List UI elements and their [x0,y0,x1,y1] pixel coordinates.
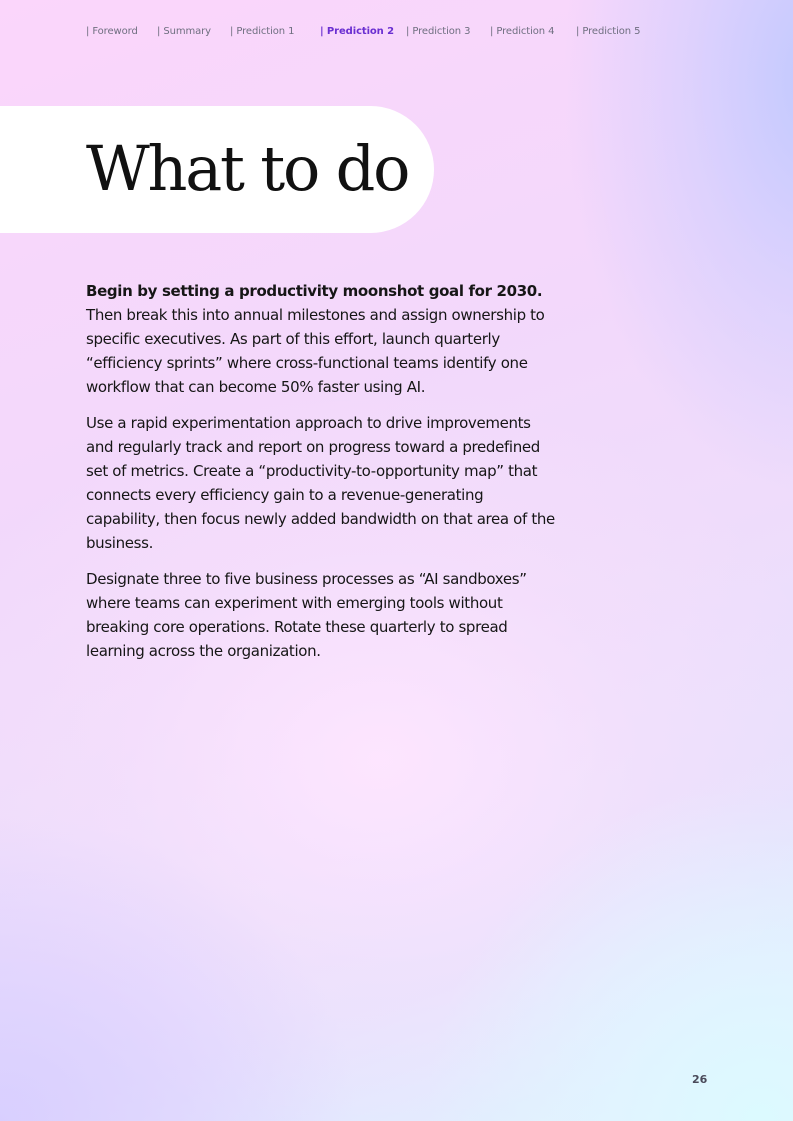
paragraph-1 [86,279,561,399]
nav-item-prediction-3[interactable]: | Prediction 3 [406,26,471,37]
body-content [86,279,561,675]
lead-sentence: Begin by setting a productivity moonshot goal for 2030. [86,282,543,300]
paragraph-3: Designate three to five business processes as “AI sandboxes” where teams can experiment with emerging tools without breaking core operations. Rotate these quarterly to spread learning across the organization. [86,570,527,660]
paragraph-1-text: Then break this into annual milestones and assign ownership to specific executives. As part of this effort, launch quarterly “efficiency sprints” where cross-functional teams identify one workflow that can become 50% faster using AI. [86,306,545,396]
page-number: 26 [692,1073,708,1086]
nav-item-prediction-2[interactable]: | Prediction 2 [320,26,394,37]
nav-item-prediction-4[interactable]: | Prediction 4 [490,26,555,37]
nav-item-foreword[interactable]: | Foreword [86,26,138,37]
nav-item-prediction-5[interactable]: | Prediction 5 [576,26,641,37]
paragraph-2: Use a rapid experimentation approach to drive improvements and regularly track and report on progress toward a predefined set of metrics. Create a “productivity-to-opportunity map” that connects every efficiency gain to a revenue-generating capability, then focus newly added bandwidth on that area of the business. [86,414,555,552]
nav-item-prediction-1[interactable]: | Prediction 1 [230,26,295,37]
section-nav [86,26,726,40]
page-title: What to do [86,132,409,205]
nav-item-summary[interactable]: | Summary [157,26,211,37]
